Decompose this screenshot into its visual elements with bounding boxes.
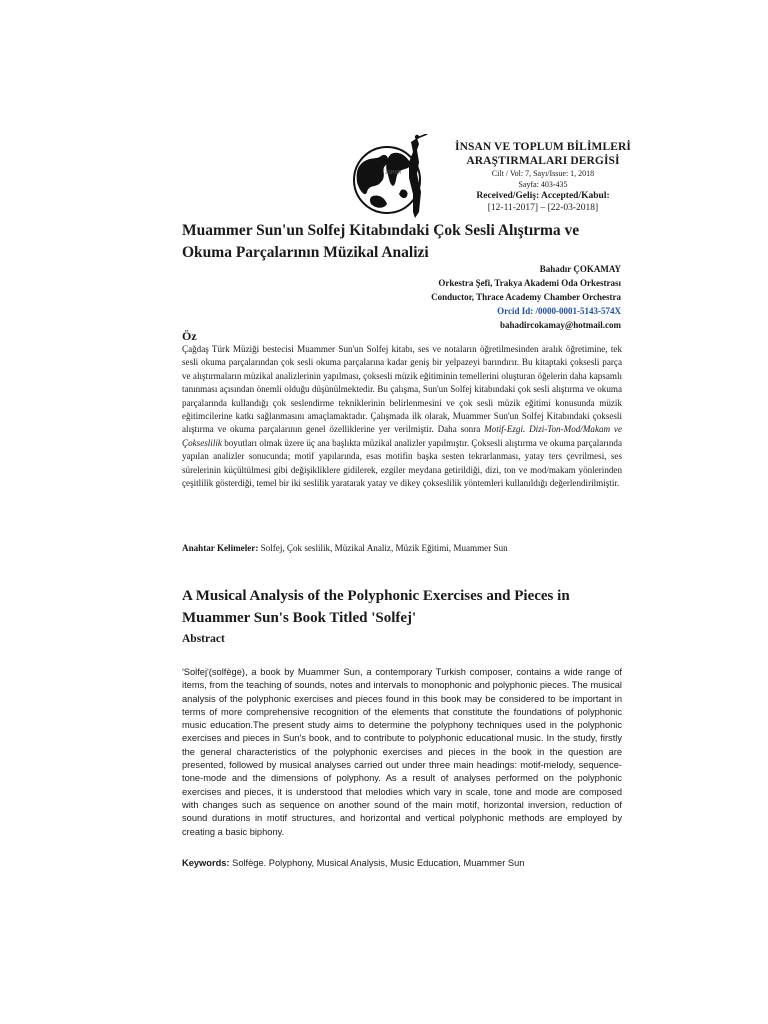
journal-volume: Cilt / Vol: 7, Sayı/Issue: 1, 2018 xyxy=(491,168,595,178)
keywords-en-label: Keywords: xyxy=(182,858,230,868)
journal-header xyxy=(448,140,638,215)
received-accepted-label: Received/Geliş: Accepted/Kabul: xyxy=(476,191,610,202)
author-block xyxy=(201,262,621,332)
svg-text:JSHSR: JSHSR xyxy=(385,170,402,176)
keywords-english xyxy=(182,857,622,870)
author-name: Bahadır ÇOKAMAY xyxy=(539,264,621,274)
keywords-en-list: Solfège. Polyphony, Musical Analysis, Music Education, Muammer Sun xyxy=(229,858,525,868)
keywords-tr-list: Solfej, Çok seslilik, Müzikal Analiz, Müzik Eğitimi, Muammer Sun xyxy=(258,543,508,553)
oz-text-part2: boyutları olmak üzere üç ana başlıkta müzikal analizler yapılmıştır. Çoksesli alıştırma ve okuma parçalarında yapılan analizler sonucunda; motif yapılarında, esas motifin başka sesten tekrarlanması, yatay ters çevrilmesi, ses sürelerinin küçültülmesi gibi değişikliklere gidilerek, ezgiler meydana getirildiği, dizi, ton ve mod/makam yönlerinden çeşitlilik gösterdiği, temel bir iki seslilik yaratarak yatay ve dikey çokseslilik yöntemleri kullanıldığı değerlendirilmiştir. xyxy=(182,437,622,489)
oz-paragraph xyxy=(182,343,622,490)
abstract-heading: Abstract xyxy=(182,633,225,645)
paper-title-turkish: Muammer Sun'un Solfej Kitabındaki Çok Sesli Alıştırma ve Okuma Parçalarının Müzikal Analizi xyxy=(182,222,580,261)
keywords-turkish xyxy=(182,542,622,555)
author-email: bahadircokamay@hotmail.com xyxy=(500,320,621,330)
received-accepted-dates: [12-11-2017] – [22-03-2018] xyxy=(487,203,599,214)
abstract-paragraph: 'Solfej'(solfège), a book by Muammer Sun, a contemporary Turkish composer, contains a wide range of items, from the teaching of sounds, notes and intervals to monophonic and polyphonic pieces. The musical analysis of the polyphonic exercises and pieces found in this book may be considered to be important in terms of more comprehensive recognition of the elements that constitute the foundations of polyphonic music education.The present study aims to determine the polyphony techniques used in the polyphonic exercises and pieces in Sun's book, and to contribute to polyphonic educational music. In the study, firstly the general characteristics of the polyphonic exercises and pieces in the book in the question are presented, followed by musical analyses carried out under three main headings: motif-melody, sequence-tone-mode and the dimensions of polyphony. As a result of analyses performed on the polyphonic exercises and pieces, it is understood that melodies which vary in scale, tone and mode are composed with changes such as sequence on another sound of the main motif, horizontal inversion, reduction of sound durations in motif structures, and horizontal and vertical polyphonic methods are employed by creating a basic biphony. xyxy=(182,667,622,837)
journal-logo-globe-icon xyxy=(347,134,437,222)
journal-pages: Sayfa: 403-435 xyxy=(518,179,568,189)
paper-title-english: A Musical Analysis of the Polyphonic Exercises and Pieces in Muammer Sun's Book Titled 'Solfej' xyxy=(182,588,570,626)
journal-title-line1: İNSAN VE TOPLUM BİLİMLERİ xyxy=(455,141,631,153)
author-affiliation-tr: Orkestra Şefi, Trakya Akademi Oda Orkestrası xyxy=(438,278,621,288)
oz-heading: Öz xyxy=(182,329,197,343)
oz-text-italic: Motif-Ezgi. Dizi-Ton-Mod/Makam ve Çokseslilik xyxy=(182,424,622,448)
keywords-tr-label: Anahtar Kelimeler: xyxy=(182,543,259,553)
author-affiliation-en: Conductor, Thrace Academy Chamber Orchestra xyxy=(431,292,621,302)
author-orcid: Orcid Id: /0000-0001-5143-574X xyxy=(497,306,621,316)
oz-text-part1: Çağdaş Türk Müziği bestecisi Muammer Sun'un Solfej kitabı, ses ve notaların öğretilmesinden aralık öğretimine, tek sesli okuma parçalarından çok sesli okuma parçalarına kadar geniş bir yelpazeyi barındırır. Bu kitaptaki çoksesli parça ve alıştırmaların müzikal analizlerinin yapılması, çoksesli müzik eğitiminin temellerini oluşturan öğelerin daha kapsamlı tanınması açısından önemli olduğu düşünülmektedir. Bu çalışma, Sun'un Solfej kitabındaki çok sesli alıştırma ve okuma parçalarında kullandığı çok seslendirme tekniklerinin belirlenmesini ve çok sesli müzik eğitimi konusunda müzik eğitimcilerine katkı sağlanmasını amaçlamaktadır. Çalışmada ilk olarak, Muammer Sun'un Solfej Kitabındaki çoksesli alıştırma ve okuma parçalarının genel özelliklerine yer verilmiştir. Daha sonra xyxy=(182,344,622,435)
journal-title-line2: ARAŞTIRMALARI DERGİSİ xyxy=(466,155,620,168)
